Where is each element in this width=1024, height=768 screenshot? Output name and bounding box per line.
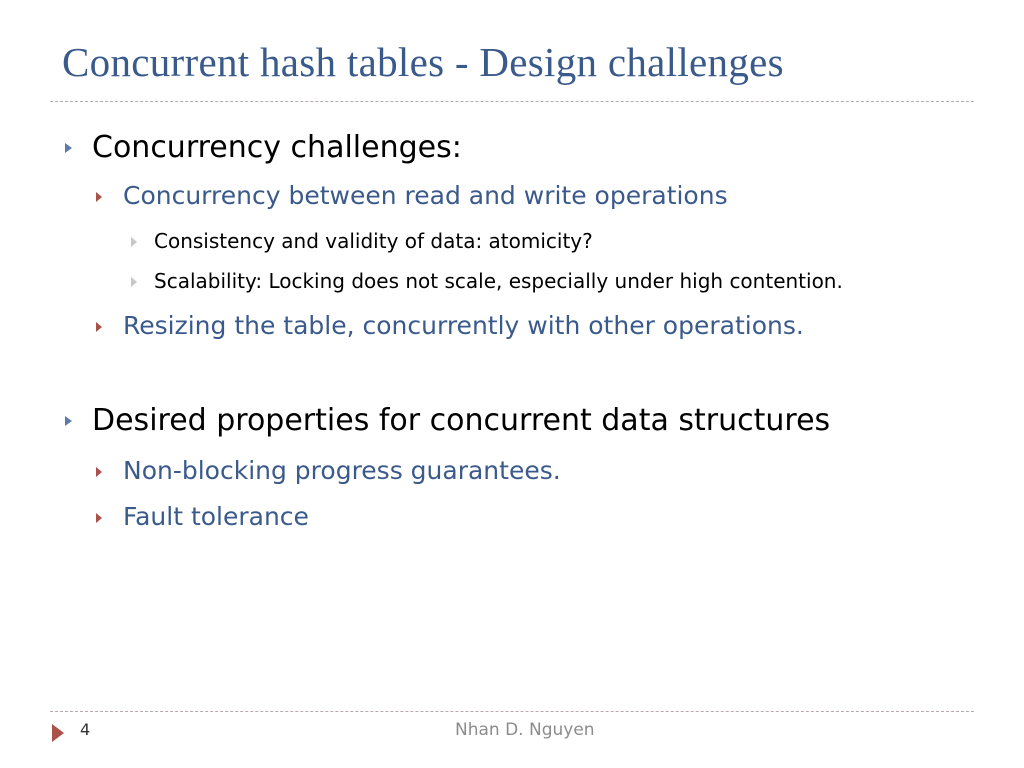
bullet-desired-properties bbox=[92, 403, 830, 438]
slide-title: Concurrent hash tables - Design challenges bbox=[62, 39, 784, 85]
bullet-read-write-concurrency bbox=[123, 181, 728, 210]
bullet-text: Consistency and validity of data: atomicity? bbox=[154, 229, 593, 253]
bullet-text: Fault tolerance bbox=[123, 502, 309, 531]
title-divider bbox=[50, 101, 974, 102]
bullet-resizing bbox=[123, 311, 804, 340]
triangle-bullet-icon bbox=[65, 143, 72, 153]
bullet-text: Concurrency challenges: bbox=[92, 130, 462, 165]
bullet-text: Scalability: Locking does not scale, especially under high contention. bbox=[154, 269, 843, 293]
triangle-bullet-icon bbox=[65, 416, 72, 426]
bullet-non-blocking bbox=[123, 456, 561, 485]
bullet-scalability bbox=[154, 269, 843, 293]
footer-divider bbox=[50, 711, 974, 712]
triangle-bullet-icon bbox=[131, 277, 137, 287]
triangle-bullet-icon bbox=[131, 237, 137, 247]
bullet-fault-tolerance bbox=[123, 502, 309, 531]
footer-arrow-icon bbox=[52, 724, 64, 742]
triangle-bullet-icon bbox=[96, 192, 102, 202]
triangle-bullet-icon bbox=[96, 467, 102, 477]
bullet-text: Non-blocking progress guarantees. bbox=[123, 456, 561, 485]
bullet-text: Concurrency between read and write operations bbox=[123, 181, 728, 210]
footer-author: Nhan D. Nguyen bbox=[455, 720, 595, 740]
bullet-consistency bbox=[154, 229, 593, 253]
triangle-bullet-icon bbox=[96, 513, 102, 523]
bullet-concurrency-challenges bbox=[92, 130, 462, 165]
bullet-text: Desired properties for concurrent data structures bbox=[92, 403, 831, 438]
page-number: 4 bbox=[80, 720, 91, 739]
bullet-text: Resizing the table, concurrently with other operations. bbox=[123, 311, 804, 340]
triangle-bullet-icon bbox=[96, 322, 102, 332]
